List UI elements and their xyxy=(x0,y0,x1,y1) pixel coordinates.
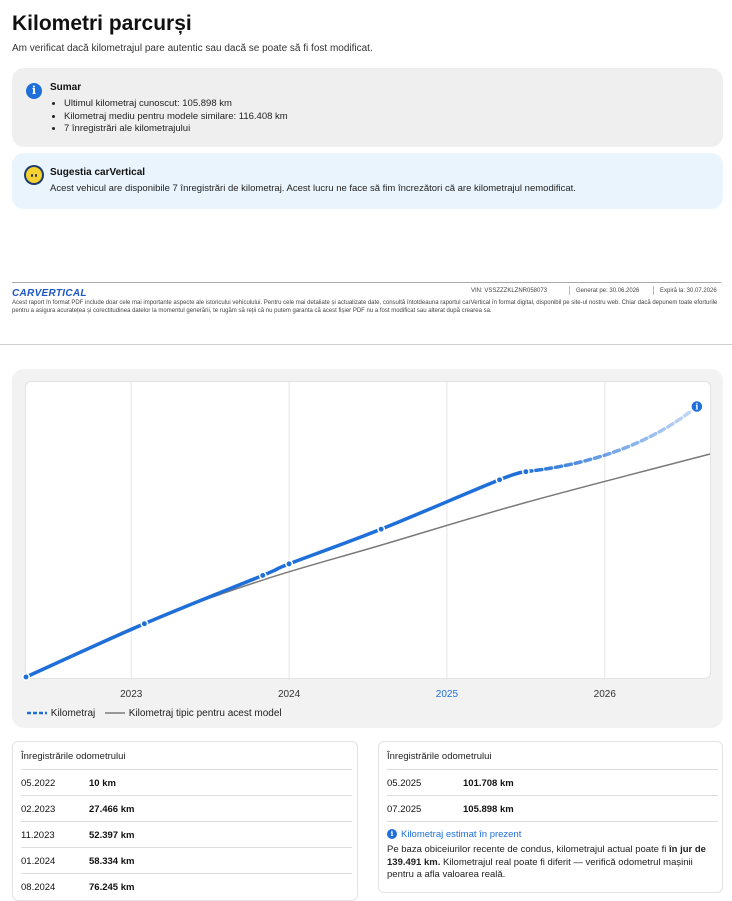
info-icon: i xyxy=(26,83,42,99)
legend-label-mileage: Kilometraj xyxy=(50,708,96,719)
expiry-date: Expiră la: 30.07.2026 xyxy=(660,288,717,294)
disclaimer-text: Acest raport în format PDF include doar cele mai importante aspecte ale istoricului vehiculului. Pentru cele mai detaliate și actualizate date, consultă întotdeauna raportul carVertical în format digital, disponibil pe site-ul nostru web. Chiar dacă depunem toate eforturile pentru a asigura acuratețea și corectitudinea datelor la momentul generării, te rugăm să reții că nu putem garanta că acest fișier PDF nu a fost modificat sau alterat după crearea sa. xyxy=(12,300,718,314)
table-row xyxy=(21,873,352,899)
estimate-title: Kilometraj estimat în prezent xyxy=(401,829,522,840)
mileage-point xyxy=(286,561,292,567)
record-value: 58.334 km xyxy=(89,856,135,867)
record-date: 08.2024 xyxy=(21,882,56,893)
mileage-chart xyxy=(26,382,712,702)
odometer-records-right xyxy=(378,741,723,893)
suggestion-card xyxy=(12,153,723,209)
x-tick-label: 2025 xyxy=(435,689,459,700)
estimate-suffix: Kilometrajul real poate fi diferit — verifică odometrul mașinii pentru a afla valoarea reală. xyxy=(387,856,693,880)
suggestion-title: Sugestia carVertical xyxy=(50,167,146,178)
mileage-point xyxy=(523,468,529,474)
mileage-point xyxy=(496,477,502,483)
mileage-point xyxy=(378,526,384,532)
suggestion-text: Acest vehicul are disponibile 7 înregistrări de kilometraj. Acest lucru ne face să fim încrezători că are kilometrajul nemodificat. xyxy=(50,183,576,194)
summary-list xyxy=(64,98,288,136)
record-date: 01.2024 xyxy=(21,856,56,867)
odometer-header: Înregistrările odometrului xyxy=(387,751,492,762)
record-date: 02.2023 xyxy=(21,804,56,815)
mileage-line xyxy=(26,472,526,677)
record-value: 52.397 km xyxy=(89,830,135,841)
estimated-mileage-line xyxy=(526,407,697,472)
odometer-header: Înregistrările odometrului xyxy=(21,751,126,762)
mileage-point xyxy=(260,572,266,578)
legend-swatch-typical xyxy=(104,708,126,718)
mileage-chart-card xyxy=(12,369,723,728)
x-tick-label: 2026 xyxy=(593,689,616,700)
record-date: 11.2023 xyxy=(21,830,55,841)
meta-separator xyxy=(653,286,654,295)
record-value: 10 km xyxy=(89,778,116,789)
mileage-point xyxy=(141,621,147,627)
summary-card xyxy=(12,68,723,147)
footer-divider xyxy=(12,282,721,283)
page-title: Kilometri parcurși xyxy=(12,12,192,35)
meta-separator xyxy=(569,286,570,295)
record-value: 101.708 km xyxy=(463,778,514,789)
row-divider xyxy=(387,821,718,822)
record-date: 07.2025 xyxy=(387,804,422,815)
generated-date: Generat pe: 30.06.2026 xyxy=(576,288,640,294)
odometer-records-left xyxy=(12,741,358,901)
x-tick-label: 2024 xyxy=(277,689,301,700)
table-row xyxy=(21,821,352,847)
estimate-prefix: Pe baza obiceiurilor recente de condus, kilometrajul actual poate fi xyxy=(387,844,669,855)
record-value: 27.466 km xyxy=(89,804,135,815)
legend-label-typical: Kilometraj tipic pentru acest model xyxy=(128,708,282,719)
record-date: 05.2022 xyxy=(21,778,56,789)
legend-item-mileage xyxy=(26,708,95,719)
table-row xyxy=(21,769,352,795)
table-row xyxy=(387,795,718,821)
mileage-point xyxy=(23,674,29,680)
vin-label: VIN: VSSZZZKLZNR058073 xyxy=(471,288,548,294)
typical-mileage-line xyxy=(26,454,710,677)
estimate-info-glyph: i xyxy=(695,401,699,412)
estimate-text xyxy=(387,844,707,882)
page-divider xyxy=(0,344,732,345)
info-icon: i xyxy=(387,829,397,839)
carvertical-logo: CARVERTICAL xyxy=(12,288,87,299)
estimate-value: în jur de 139.491 km. xyxy=(387,844,706,868)
record-value: 105.898 km xyxy=(463,804,514,815)
summary-item: • Ultimul kilometraj cunoscut: 105.898 km xyxy=(64,98,288,111)
table-row xyxy=(21,847,352,873)
summary-item: • 7 înregistrări ale kilometrajului xyxy=(64,123,288,136)
page-subtitle: Am verificat dacă kilometrajul pare autentic sau dacă se poate să fi fost modificat. xyxy=(12,43,373,54)
mileage-chart-plot xyxy=(25,381,711,700)
legend-swatch-mileage xyxy=(26,708,48,718)
table-row xyxy=(21,795,352,821)
summary-title: Sumar xyxy=(50,82,82,93)
record-value: 76.245 km xyxy=(89,882,135,893)
carvertical-mascot-icon xyxy=(24,165,44,185)
x-tick-label: 2023 xyxy=(120,689,143,700)
legend-item-typical xyxy=(104,708,282,719)
summary-item: • Kilometraj mediu pentru modele similare: 116.408 km xyxy=(64,111,288,124)
table-row xyxy=(387,769,718,795)
record-date: 05.2025 xyxy=(387,778,422,789)
